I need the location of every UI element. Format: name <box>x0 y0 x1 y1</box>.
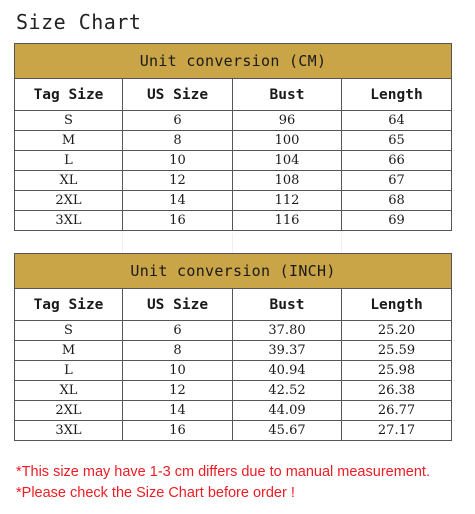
table-cell: 64 <box>342 111 452 131</box>
column-header-bust: Bust <box>233 79 342 111</box>
table-row <box>15 341 452 361</box>
table-cell: 10 <box>123 151 233 171</box>
column-header-us-size: US Size <box>123 289 233 321</box>
column-header-tag-size: Tag Size <box>15 79 123 111</box>
table-cell: 44.09 <box>233 401 342 421</box>
table-cell: 8 <box>123 341 233 361</box>
table-cell: S <box>15 321 123 341</box>
table-cell: 65 <box>342 131 452 151</box>
table-cell: 25.20 <box>342 321 452 341</box>
table-cell: 67 <box>342 171 452 191</box>
table-row <box>15 381 452 401</box>
divider <box>341 233 342 253</box>
table-cell: 2XL <box>15 191 123 211</box>
table-caption-row <box>15 44 452 79</box>
table-row <box>15 211 452 231</box>
table-cell: 14 <box>123 191 233 211</box>
table-cell: 10 <box>123 361 233 381</box>
table-row <box>15 151 452 171</box>
measurement-note: *This size may have 1-3 cm differs due to manual measurement. <box>16 464 430 480</box>
table-cell: 25.59 <box>342 341 452 361</box>
table-cell: L <box>15 151 123 171</box>
table-cell: 96 <box>233 111 342 131</box>
table-cell: M <box>15 341 123 361</box>
table-cell: 108 <box>233 171 342 191</box>
table-cell: XL <box>15 171 123 191</box>
table-row <box>15 401 452 421</box>
table-cell: 100 <box>233 131 342 151</box>
table-cell: 37.80 <box>233 321 342 341</box>
divider <box>122 233 123 253</box>
table-header-row <box>15 289 452 321</box>
column-header-length: Length <box>342 289 452 321</box>
table-cell: L <box>15 361 123 381</box>
table-cell: M <box>15 131 123 151</box>
column-header-bust: Bust <box>233 289 342 321</box>
table-cell: 16 <box>123 421 233 441</box>
table-header-row <box>15 79 452 111</box>
table-cell: 26.38 <box>342 381 452 401</box>
table-caption: Unit conversion (INCH) <box>15 254 452 289</box>
table-cell: 6 <box>123 111 233 131</box>
table-cell: 3XL <box>15 211 123 231</box>
table-cell: 45.67 <box>233 421 342 441</box>
table-cell: 2XL <box>15 401 123 421</box>
size-table-inch <box>14 253 452 441</box>
table-cell: 8 <box>123 131 233 151</box>
table-row <box>15 361 452 381</box>
table-cell: 26.77 <box>342 401 452 421</box>
table-row <box>15 191 452 211</box>
table-caption: Unit conversion (CM) <box>15 44 452 79</box>
table-cell: 116 <box>233 211 342 231</box>
table-cell: 66 <box>342 151 452 171</box>
page-title: Size Chart <box>16 10 142 34</box>
table-caption-row <box>15 254 452 289</box>
table-cell: 40.94 <box>233 361 342 381</box>
divider <box>232 233 233 253</box>
table-cell: 14 <box>123 401 233 421</box>
size-table-cm <box>14 43 452 231</box>
table-cell: 68 <box>342 191 452 211</box>
table-cell: 12 <box>123 381 233 401</box>
table-cell: 25.98 <box>342 361 452 381</box>
table-cell: S <box>15 111 123 131</box>
table-cell: 69 <box>342 211 452 231</box>
column-header-length: Length <box>342 79 452 111</box>
table-cell: 12 <box>123 171 233 191</box>
table-cell: 104 <box>233 151 342 171</box>
table-cell: XL <box>15 381 123 401</box>
table-row <box>15 131 452 151</box>
check-chart-note: *Please check the Size Chart before order ! <box>16 485 295 501</box>
table-cell: 27.17 <box>342 421 452 441</box>
table-cell: 42.52 <box>233 381 342 401</box>
table-row <box>15 111 452 131</box>
table-cell: 112 <box>233 191 342 211</box>
table-row <box>15 321 452 341</box>
table-cell: 39.37 <box>233 341 342 361</box>
column-header-tag-size: Tag Size <box>15 289 123 321</box>
table-row <box>15 421 452 441</box>
table-row <box>15 171 452 191</box>
table-cell: 16 <box>123 211 233 231</box>
table-cell: 6 <box>123 321 233 341</box>
table-cell: 3XL <box>15 421 123 441</box>
column-header-us-size: US Size <box>123 79 233 111</box>
